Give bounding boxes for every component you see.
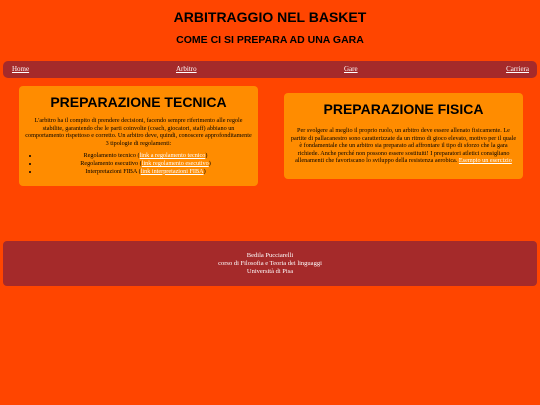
technical-preparation-card [19, 86, 258, 186]
nav-link-carriera[interactable]: Carriera [506, 65, 529, 73]
rule-item-technical: • Regolamento tecnico (link a regolamento tecnico) [39, 152, 252, 160]
technical-card-text: L'arbitro ha il compito di prendere decisioni, facendo sempre riferimento alle regole stabilite, garantendo che le parti coinvolte (coach, giocatori, staff) abbiano un comportamento rispettoso e corretto. Un arbitro deve, quindi, conoscere approfonditamente 3 tipologie di regolamenti: [25, 117, 252, 147]
nav-link-gare[interactable]: Gare [344, 65, 358, 73]
rule-item-executive: • Regolamento esecutivo (link regolamento esecutivo) [39, 160, 252, 168]
rule-item-fiba: • Interpretazioni FIBA (link interpretazioni FIBA) [39, 168, 252, 176]
physical-preparation-card [284, 93, 523, 179]
footer-author: Bedila Pucciarelli [246, 252, 294, 259]
rule-link-executive[interactable]: link regolamento esecutivo [141, 159, 209, 167]
physical-card-title: PREPARAZIONE FISICA [323, 101, 484, 117]
rule-link-technical[interactable]: link a regolamento tecnico [139, 152, 206, 160]
site-subtitle: COME CI SI PREPARA AD UNA GARA [176, 34, 364, 46]
nav-link-arbitro[interactable]: Arbitro [176, 65, 197, 73]
technical-card-title: PREPARAZIONE TECNICA [50, 94, 227, 110]
site-title: ARBITRAGGIO NEL BASKET [173, 9, 367, 25]
footer-university: Università di Pisa [246, 268, 294, 275]
navbar [3, 61, 537, 78]
footer [3, 241, 537, 286]
footer-course: corso di Filosofia e Teoria dei linguaggi [218, 260, 322, 267]
physical-card-text: Per svolgere al meglio il proprio ruolo, un arbitro deve essere allenato fisicamente. Le partite di pallacanestro sono caratterizzate da un ritmo di gioco elevato, motivo per il quale è fondamentale che un arbitro sia preparato ad affrontare il tipo di sforzo che la gara richiede. Anche perché non possono essere sostituiti! I preparatori atletici consigliano allenamenti che favoriscano lo sviluppo della resistenza aerobica. Esempio un esercizio [290, 127, 517, 165]
rule-link-fiba[interactable]: link interpretazioni FIBA [140, 167, 204, 175]
rules-list [25, 152, 252, 175]
exercise-example-link[interactable]: Esempio un esercizio [458, 157, 512, 165]
nav-link-home[interactable]: Home [12, 65, 30, 73]
